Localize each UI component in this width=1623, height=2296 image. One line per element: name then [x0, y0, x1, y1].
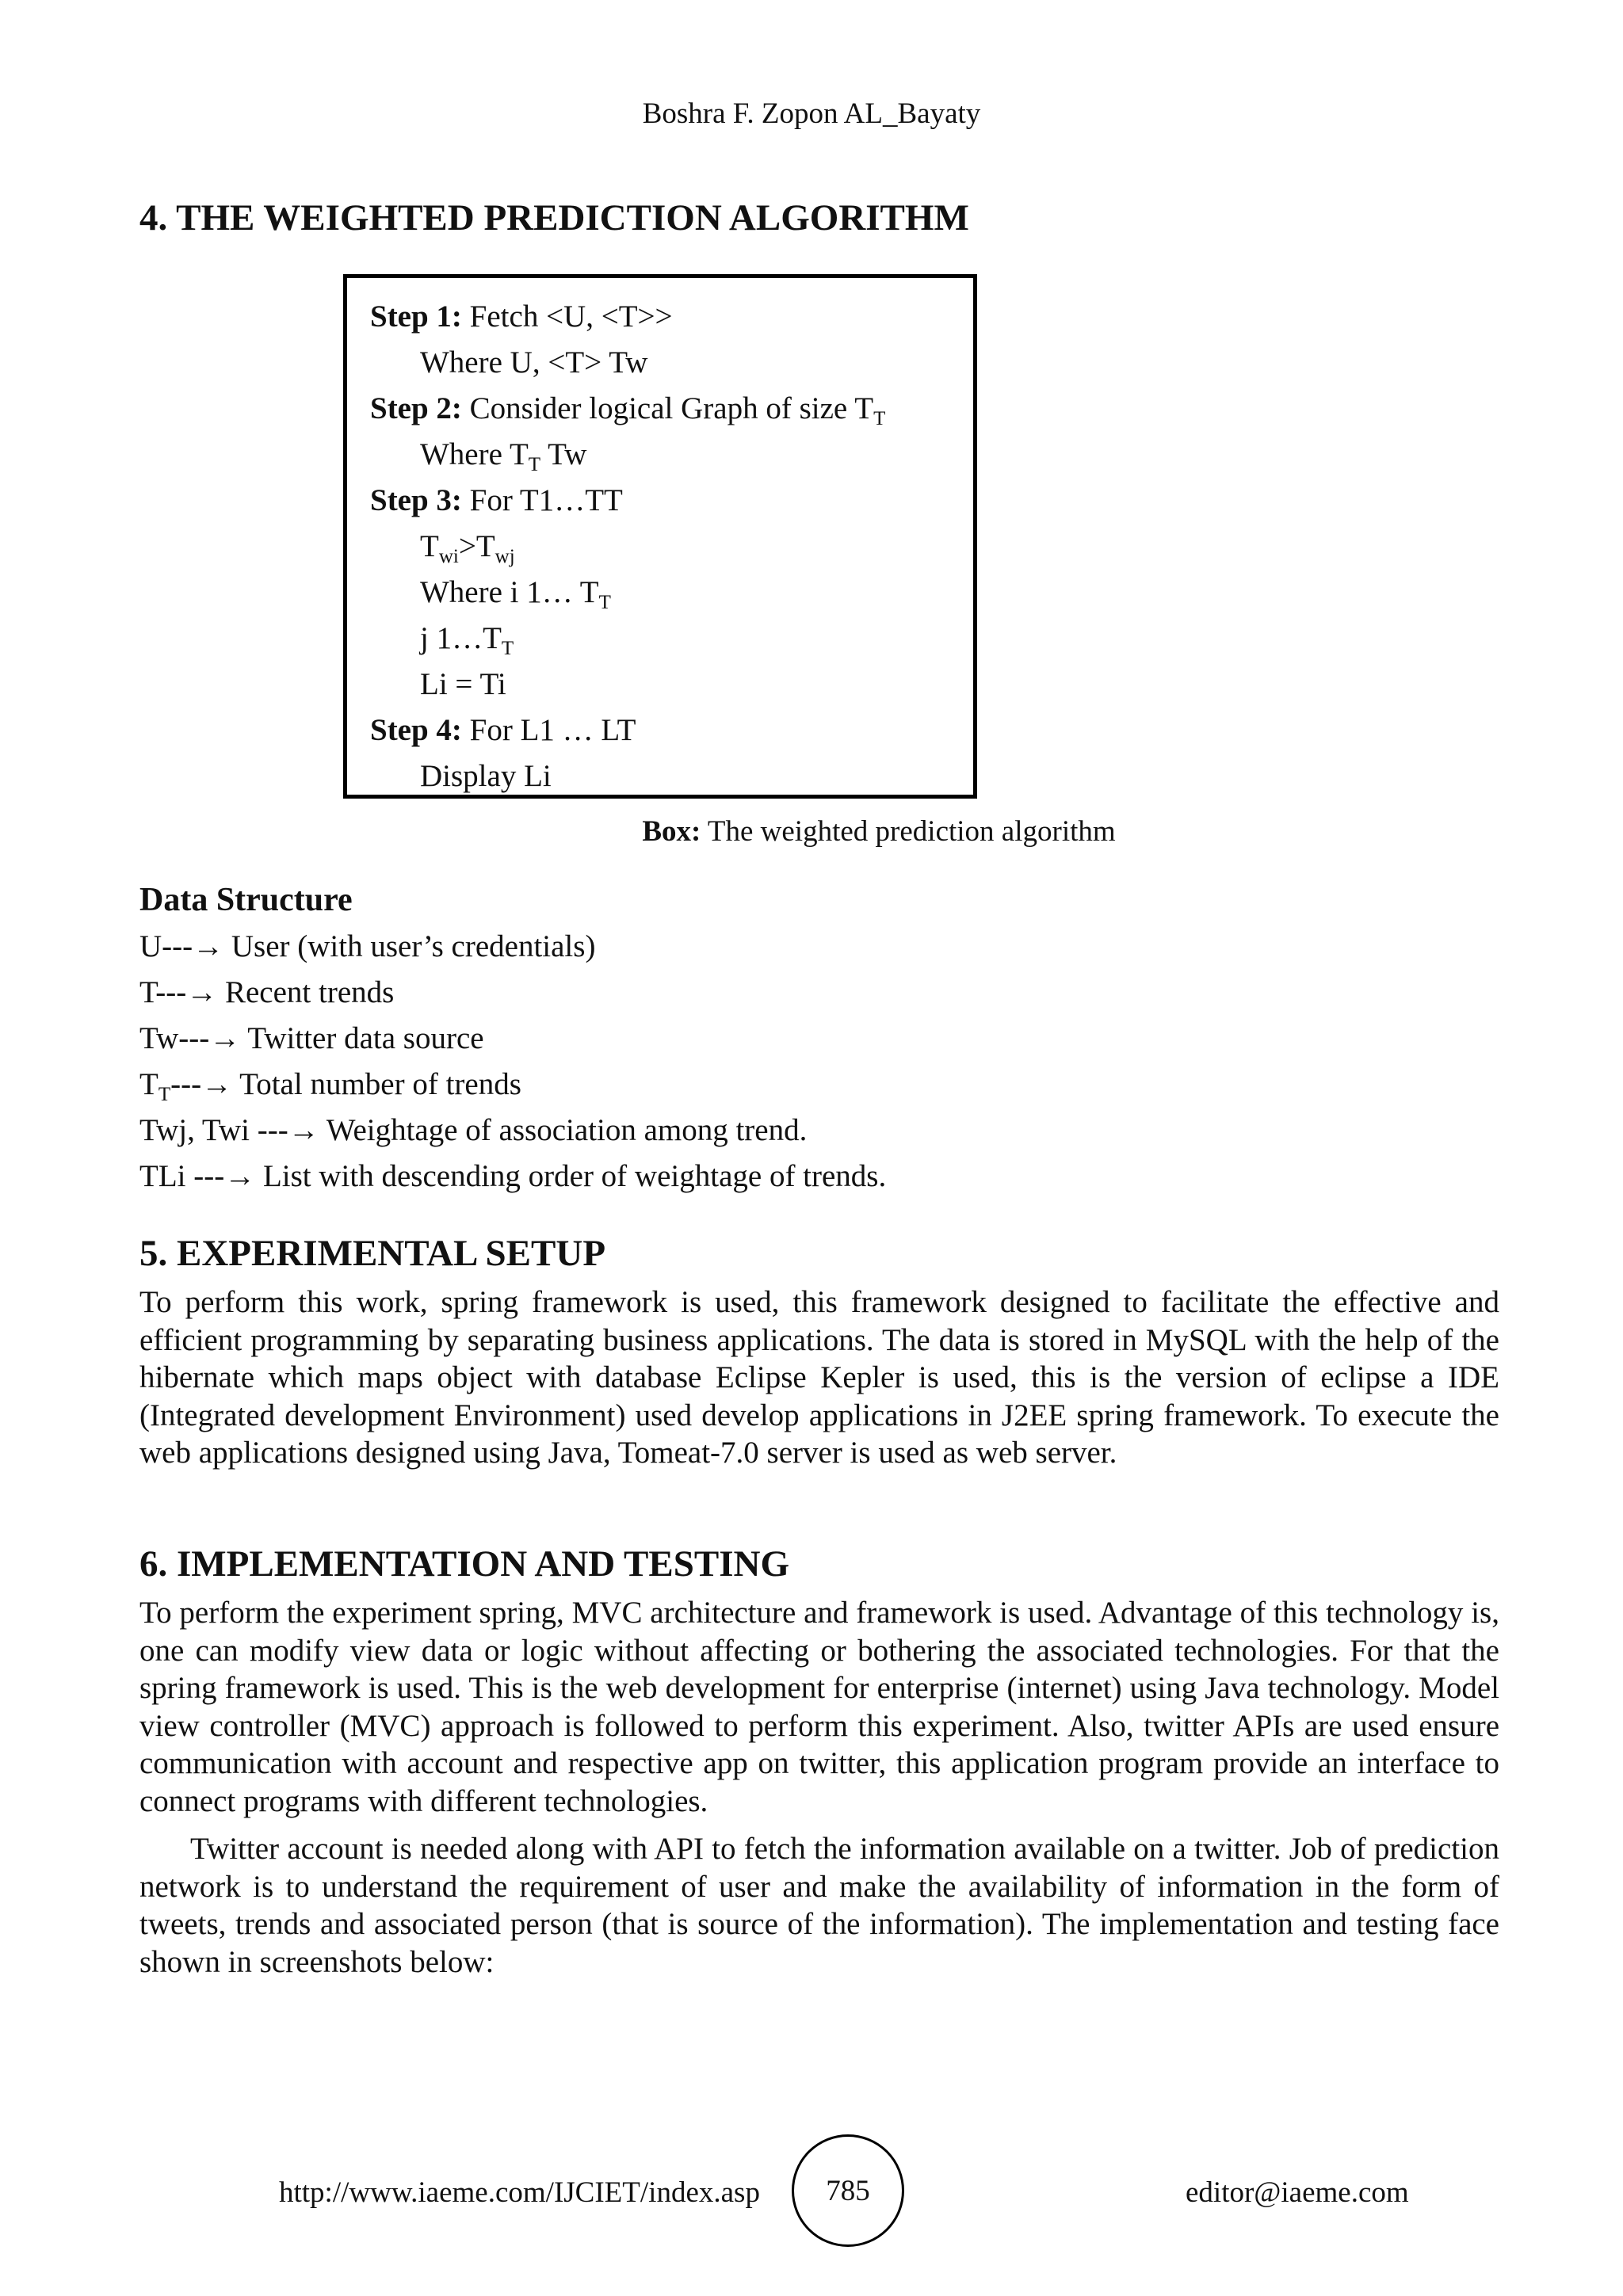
algo-line-9: Li = Ti — [420, 667, 506, 701]
arrow-icon: → — [186, 975, 218, 1009]
algo-line-2: Where U, <T> Tw — [420, 345, 648, 379]
section-4-heading: 4. THE WEIGHTED PREDICTION ALGORITHM — [139, 197, 969, 238]
arrow-icon: → — [193, 929, 224, 963]
algo-line-7: Where i 1… $T_T$ — [420, 575, 611, 613]
section-5-heading: 5. EXPERIMENTAL SETUP — [139, 1233, 606, 1274]
footer-email: editor@iaeme.com — [1186, 2176, 1409, 2209]
box-caption: Box: The weighted prediction algorithm — [642, 815, 1116, 848]
algorithm-box — [343, 274, 977, 799]
section-6-heading: 6. IMPLEMENTATION AND TESTING — [139, 1543, 790, 1585]
algo-line-11: Display Li — [420, 759, 552, 793]
data-structure-item: TLi ---→ List with descending order of weightage of trends. — [139, 1159, 887, 1193]
data-structure-heading: Data Structure — [139, 882, 353, 918]
section-6-paragraph-2: Twitter account is needed along with API to fetch the information available on a twitter. Job of prediction network is to understand the requirement of user and make the availability of information in the form of tweets, trends and associated person (that is source of the information). The implementation and testing face shown in screenshots below: — [139, 1832, 1499, 1979]
arrow-icon: → — [201, 1067, 233, 1101]
algo-line-4: Where $T_T$ Tw — [420, 437, 587, 475]
algo-line-6: $T_{wi}>T_{wj}$ — [420, 529, 515, 567]
algo-step-2: Step 2: Consider logical Graph of size $T_T$ — [370, 391, 886, 429]
data-structure-item: $T_T---\to$ Total number of trends — [139, 1067, 521, 1105]
data-structure-item: Twj, Twi ---→ Weightage of association among trend. — [139, 1113, 808, 1147]
running-header-author: Boshra F. Zopon AL_Bayaty — [642, 97, 981, 130]
data-structure-item: U---→ User (with user’s credentials) — [139, 929, 596, 963]
arrow-icon: → — [209, 1021, 241, 1055]
arrow-icon: → — [288, 1113, 319, 1147]
arrow-icon: → — [224, 1159, 256, 1193]
algo-step-4: Step 4: For L1 … LT — [370, 713, 636, 747]
data-structure-item: T---→ Recent trends — [139, 975, 395, 1009]
page-number: 785 — [792, 2134, 904, 2247]
algo-line-8: j $1\dots T_T$ — [420, 621, 514, 659]
algo-step-3: Step 3: For T1…TT — [370, 483, 623, 517]
data-structure-item: Tw---→ Twitter data source — [139, 1021, 484, 1055]
section-6-paragraph-1: To perform the experiment spring, MVC architecture and framework is used. Advantage of this technology is, one can modify view data or logic without affecting or bothering the associated technologies. For that the spring framework is used. This is the web development for enterprise (internet) using Java technology. Model view controller (MVC) approach is followed to perform this experiment. Also, twitter APIs are used ensure communication with account and respective app on twitter, this application program provide an interface to connect programs with different technologies. — [139, 1596, 1499, 1818]
footer-url: http://www.iaeme.com/IJCIET/index.asp — [279, 2176, 760, 2209]
section-5-paragraph: To perform this work, spring framework is used, this framework designed to facilitate the effective and efficient programming by separating business applications. The data is stored in MySQL with the help of the hibernate which maps object with database Eclipse Kepler is used, this is the version of eclipse a IDE (Integrated development Environment) used develop applications in J2EE spring framework. To execute the web applications designed using Java, Tomeat-7.0 server is used as web server. — [139, 1285, 1499, 1470]
algo-step-1: Step 1: Fetch <U, <T>> — [370, 299, 673, 334]
